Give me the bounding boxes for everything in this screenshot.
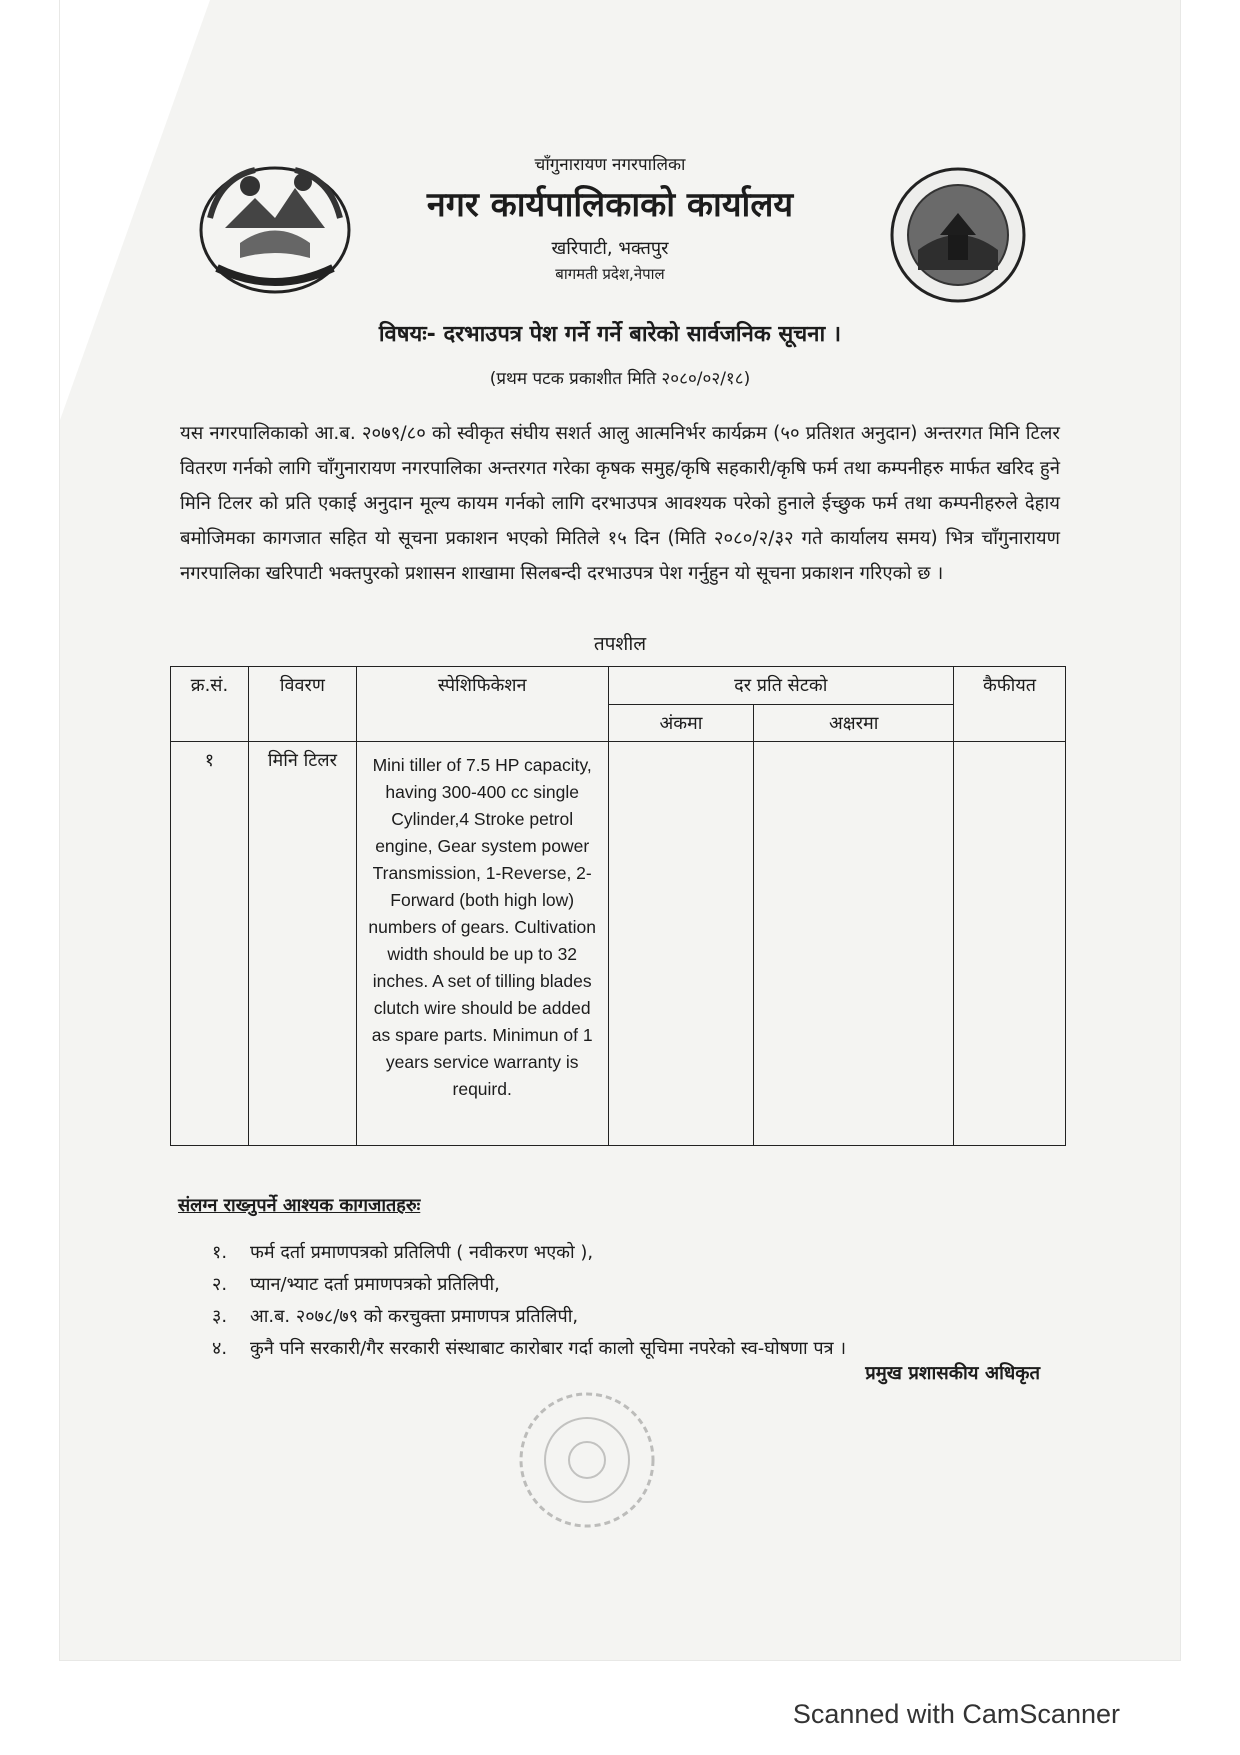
row-in-words bbox=[754, 742, 954, 1146]
list-item: १. फर्म दर्ता प्रमाणपत्रको प्रतिलिपी ( नवीकरण भएको ), bbox=[212, 1242, 594, 1263]
row-description: मिनि टिलर bbox=[248, 742, 356, 1146]
notice-subject: विषयः- दरभाउपत्र पेश गर्ने गर्ने बारेको सार्वजनिक सूचना । bbox=[378, 322, 842, 347]
row-in-figures bbox=[608, 742, 754, 1146]
required-documents-title: संलग्न राख्नुपर्ने आश्यक कागजातहरुः bbox=[178, 1195, 421, 1216]
first-published-date: (प्रथम पटक प्रकाशीत मिति २०८०/०२/१८) bbox=[489, 369, 751, 389]
list-item: ४. कुनै पनि सरकारी/गैर सरकारी संस्थाबाट कारोबार गर्दा कालो सूचिमा नपरेको स्व-घोषणा पत्र । bbox=[212, 1338, 847, 1359]
specification-table bbox=[170, 666, 1066, 1146]
municipality-name: चाँगुनारायण नगरपालिका bbox=[534, 155, 686, 175]
header-in-words: अक्षरमा bbox=[754, 705, 954, 742]
office-title: नगर कार्यपालिकाको कार्यालय bbox=[426, 185, 794, 225]
header-specification: स्पेशिफिकेशन bbox=[356, 667, 608, 742]
header-remarks: कैफीयत bbox=[954, 667, 1066, 742]
header-in-figures: अंकमा bbox=[608, 705, 754, 742]
list-item: २. प्यान/भ्याट दर्ता प्रमाणपत्रको प्रतिलिपी, bbox=[212, 1274, 500, 1295]
header-rate-group: दर प्रति सेटको bbox=[608, 667, 954, 705]
schedule-title: तपशील bbox=[593, 633, 647, 655]
address-line-1: खरिपाटी, भक्तपुर bbox=[551, 238, 669, 259]
page-fold bbox=[60, 0, 210, 420]
list-item: ३. आ.ब. २०७८/७९ को करचुक्ता प्रमाणपत्र प्रतिलिपी, bbox=[212, 1306, 579, 1327]
municipality-seal-icon bbox=[878, 165, 1038, 305]
office-stamp-icon bbox=[512, 1385, 662, 1535]
signatory-title: प्रमुख प्रशासकीय अधिकृत bbox=[865, 1363, 1040, 1384]
table-row bbox=[171, 742, 1066, 1146]
notice-body: यस नगरपालिकाको आ.ब. २०७९/८० को स्वीकृत संघीय सशर्त आलु आत्मनिर्भर कार्यक्रम (५० प्रतिशत अनुदान) अन्तरगत मिनि टिलर वितरण गर्नको लागि चाँगुनारायण नगरपालिका अन्तरगत गरेका कृषक समुह/कृषि सहकारी/कृषि फर्म तथा कम्पनीहरु मार्फत खरिद हुने मिनि टिलर को प्रति एकाई अनुदान मूल्य कायम गर्नको लागि दरभाउपत्र आवश्यक परेको हुनाले ईच्छुक फर्म तथा कम्पनीहरुले देहाय बमोजिमका कागजात सहित यो सूचना प्रकाशन भएको मितिले १५ दिन (मिति २०८०/२/३२ गते कार्यालय समय) भित्र चाँगुनारायण नगरपालिका खरिपाटी भक्तपुरको प्रशासन शाखामा सिलबन्दी दरभाउपत्र पेश गर्नुहुन यो सूचना प्रकाशन गरिएको छ । bbox=[180, 423, 1060, 584]
required-documents-list bbox=[212, 1240, 1032, 1368]
row-remarks bbox=[954, 742, 1066, 1146]
header-description: विवरण bbox=[248, 667, 356, 742]
nepal-emblem-icon bbox=[195, 158, 355, 303]
row-sn: १ bbox=[171, 742, 249, 1146]
header-sn: क्र.सं. bbox=[171, 667, 249, 742]
address-line-2: बागमती प्रदेश,नेपाल bbox=[555, 265, 665, 283]
row-specification: Mini tiller of 7.5 HP capacity, having 300-400 cc single Cylinder,4 Stroke petrol engine, Gear system power Transmission, 1-Reverse, 2- Forward (both high low) numbers of gears. Cultivation width should be up to 32 inches. A set of tilling blades clutch wire should be added as spare parts. Minimun of 1 years service warranty is requird. bbox=[356, 742, 608, 1146]
camscanner-watermark: Scanned with CamScanner bbox=[792, 1699, 1120, 1729]
